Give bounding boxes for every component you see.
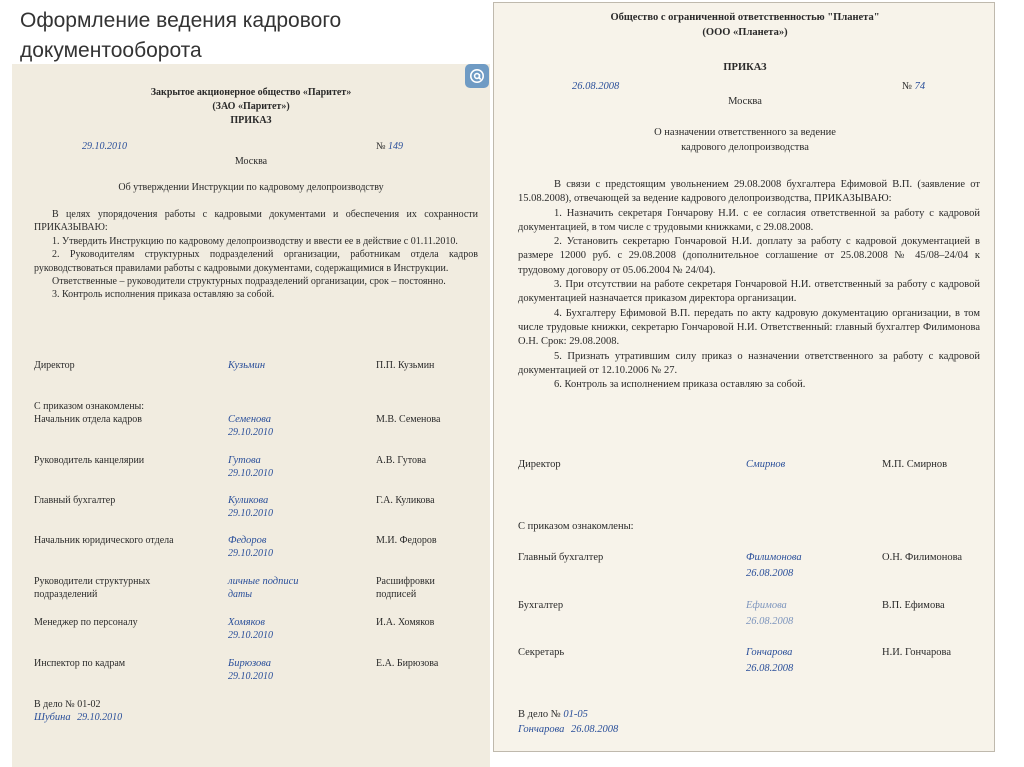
left-acquainted-label: С приказом ознакомлены: [34, 401, 145, 412]
left-org-short-name: (ЗАО «Паритет») [212, 101, 290, 112]
left-file-note: В дело № 01-02 [34, 699, 101, 710]
at-sign-glyph [469, 68, 485, 84]
acquainted-date: 26.08.2008 [746, 568, 794, 579]
acquainted-signature: Гончарова [746, 647, 793, 658]
left-number-value: 149 [388, 141, 404, 152]
right-paragraph: 1. Назначить секретаря Гончарову Н.И. с ее согласия ответственной за работу с кадровой документацией, в том числе с трудовыми книжками, с 29.08.2008. [518, 207, 980, 233]
acquainted-date: 29.10.2010 [228, 468, 273, 479]
acquainted-signature: Бирюзова [228, 658, 272, 669]
left-order-number [376, 140, 403, 153]
acquainted-date: 26.08.2008 [746, 616, 794, 627]
right-file-signature: Гончарова [518, 724, 565, 735]
right-order-date: 26.08.2008 [572, 81, 620, 92]
acquainted-position: Секретарь [518, 647, 565, 658]
at-sign-icon[interactable] [465, 64, 489, 88]
right-number-value: 74 [914, 81, 926, 92]
acquainted-name: Е.А. Бирюзова [376, 658, 439, 669]
left-paragraph: 1. Утвердить Инструкцию по кадровому делопроизводству и ввести ее в действие с 01.11.2010. [52, 235, 458, 247]
left-number-sign: № [376, 141, 386, 152]
right-number-sign: № [902, 81, 913, 92]
acquainted-name: М.И. Федоров [376, 535, 437, 546]
right-subject-line1: О назначении ответственного за ведение [654, 127, 836, 138]
left-file-signature: Шубина [34, 712, 71, 723]
left-body [34, 208, 478, 302]
acquainted-signature: личные подписи [228, 576, 299, 587]
right-paragraph: 5. Признать утратившим силу приказ о назначении ответственного за работу с кадровой документацией от 12.10.2006 № 27. [518, 350, 980, 376]
right-file-number: 01-05 [563, 709, 588, 720]
acquainted-date: 29.10.2010 [228, 508, 273, 519]
acquainted-date: 29.10.2010 [228, 548, 273, 559]
left-doc-type: ПРИКАЗ [230, 115, 272, 126]
right-acquainted-label: С приказом ознакомлены: [518, 521, 634, 532]
right-paragraph: 2. Установить секретарю Гончаровой Н.И. доплату за работу с кадровой документацией в размере 12000 руб. с 29.08.2008 (дополнительное соглашение от 25.08.2008 № 45/08–24/04 к трудовому договору от 05.06.2004 № 24/04). [518, 236, 980, 276]
right-paragraph: В связи с предстоящим увольнением 29.08.2008 бухгалтера Ефимовой В.П. (заявление от 15.08.2008), отвечающей за ведение кадрового делопроизводства, ПРИКАЗЫВАЮ: [518, 179, 980, 205]
acquainted-date: 26.08.2008 [746, 663, 794, 674]
right-subject-line2: кадрового делопроизводства [681, 142, 809, 153]
right-paragraph: 3. При отсутствии на работе секретаря Гончаровой Н.И. ответственный за работу с кадровой документацией назначается приказом директора организации. [518, 279, 980, 305]
right-order-document [493, 2, 995, 752]
acquainted-date: 29.10.2010 [228, 630, 273, 641]
acquainted-position: Менеджер по персоналу [34, 617, 138, 628]
right-city: Москва [728, 96, 762, 107]
acquainted-name: Расшифровки подписей [376, 576, 435, 601]
left-director-label: Директор [34, 360, 75, 371]
left-paragraph: Ответственные – руководители структурных подразделений организации, срок – постоянно. [52, 276, 446, 288]
right-file-note-prefix: В дело № [518, 709, 561, 720]
right-file-note [518, 708, 588, 722]
right-org-name: Общество с ограниченной ответственностью "Планета" [610, 12, 880, 23]
acquainted-name: А.В. Гутова [376, 455, 427, 466]
acquainted-position: Главный бухгалтер [518, 552, 604, 563]
acquainted-date: 29.10.2010 [228, 427, 273, 438]
left-order-document [12, 64, 490, 767]
acquainted-date: 29.10.2010 [228, 671, 273, 682]
acquainted-position: Инспектор по кадрам [34, 658, 126, 669]
right-director-label: Директор [518, 459, 561, 470]
right-org-short-name: (ООО «Планета») [702, 27, 788, 38]
acquainted-position: Начальник отдела кадров [34, 414, 142, 425]
acquainted-name: Н.И. Гончарова [882, 647, 951, 658]
acquainted-name: Г.А. Куликова [376, 495, 435, 506]
acquainted-position: Руководитель канцелярии [34, 455, 145, 466]
left-director-signature: Кузьмин [228, 360, 266, 371]
left-paragraph: В целях упорядочения работы с кадровыми документами и обеспечения их сохранности ПРИКАЗЫВАЮ: [34, 209, 478, 234]
acquainted-signature: Куликова [228, 495, 269, 506]
right-order-number [902, 80, 925, 94]
right-paragraph: 4. Бухгалтеру Ефимовой В.П. передать по акту кадровую документацию организации, в том числе трудовые книжки, секретарю Гончаровой Н.И. Ответственный: главный бухгалтер Филимонова О.Н. Срок: 29.08.2008. [518, 307, 980, 348]
right-file-date: 26.08.2008 [571, 724, 619, 735]
acquainted-signature: Ефимова [746, 600, 787, 611]
acquainted-name: М.В. Семенова [376, 414, 441, 425]
right-paragraph: 6. Контроль за исполнением приказа оставляю за собой. [554, 379, 806, 391]
acquainted-position: Руководители структурных подразделений [34, 576, 151, 601]
acquainted-name: И.А. Хомяков [376, 617, 435, 628]
left-city: Москва [234, 156, 268, 167]
right-doc-type: ПРИКАЗ [723, 62, 767, 73]
left-paragraph: 2. Руководителям структурных подразделений организации, работникам отдела кадров руководствоваться правилами работы с кадровыми документами, содержащимися в Инструкции. [34, 249, 478, 274]
acquainted-position: Бухгалтер [518, 600, 564, 611]
left-file-date: 29.10.2010 [77, 712, 123, 723]
left-paragraph: 3. Контроль исполнения приказа оставляю за собой. [52, 289, 275, 301]
right-director-signature: Смирнов [746, 459, 786, 470]
right-body [518, 178, 980, 392]
acquainted-position: Главный бухгалтер [34, 495, 116, 506]
left-file-signature-line [34, 711, 122, 724]
slide-title: Оформление ведения кадрового документооборота [20, 9, 342, 62]
left-subject: Об утверждении Инструкции по кадровому делопроизводству [118, 182, 384, 193]
acquainted-name: В.П. Ефимова [882, 600, 945, 611]
right-director-name: М.П. Смирнов [882, 459, 948, 470]
right-file-signature-line [518, 723, 618, 737]
left-order-date: 29.10.2010 [82, 141, 127, 152]
left-org-name: Закрытое акционерное общество «Паритет» [150, 87, 352, 98]
acquainted-name: О.Н. Филимонова [882, 552, 963, 563]
left-director-name: П.П. Кузьмин [376, 360, 435, 371]
acquainted-date: даты [228, 589, 253, 600]
acquainted-signature: Гутова [228, 455, 261, 466]
acquainted-signature: Филимонова [746, 552, 802, 563]
acquainted-signature: Хомяков [228, 617, 265, 628]
acquainted-signature: Семенова [228, 414, 272, 425]
acquainted-signature: Федоров [228, 535, 267, 546]
acquainted-position: Начальник юридического отдела [34, 535, 174, 546]
